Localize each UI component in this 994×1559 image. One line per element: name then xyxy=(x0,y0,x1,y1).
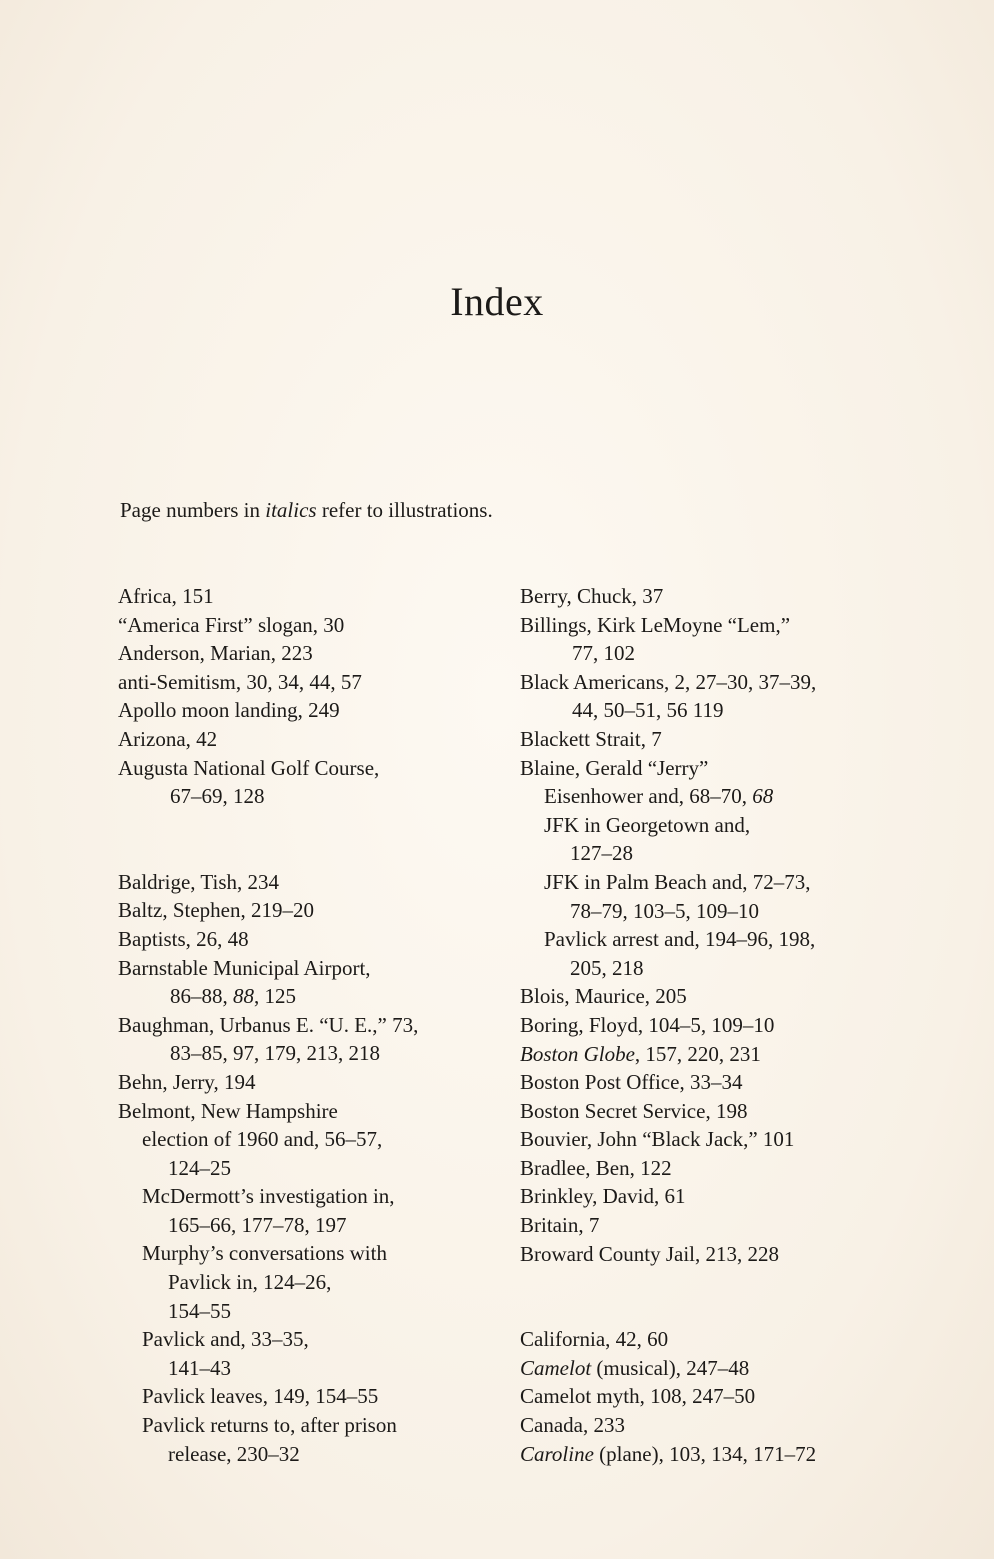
index-entry: Camelot myth, 108, 247–50 xyxy=(520,1384,756,1409)
index-entry: Boston Secret Service, 198 xyxy=(520,1098,748,1123)
index-entry: Berry, Chuck, 37 xyxy=(520,584,664,608)
index-entry-continuation: 83–85, 97, 179, 213, 218 xyxy=(170,1041,380,1066)
index-entry: “America First” slogan, 30 xyxy=(118,612,345,637)
page-title: Index xyxy=(450,279,544,324)
index-subentry: Pavlick leaves, 149, 154–55 xyxy=(142,1384,379,1409)
index-subentry: McDermott’s investigation in, xyxy=(142,1184,395,1209)
index-entry: Augusta National Golf Course, xyxy=(118,755,380,780)
index-entry xyxy=(520,1440,880,1469)
index-entry: Brinkley, David, 61 xyxy=(520,1184,686,1209)
index-column-left xyxy=(118,582,488,1468)
index-entry: Apollo moon landing, 249 xyxy=(118,698,340,723)
illustrations-note xyxy=(120,495,493,525)
index-entry: Black Americans, 2, 27–30, 37–39, xyxy=(520,669,817,694)
index-entry xyxy=(520,1354,880,1383)
entry-pages: (plane), 103, 134, 171–72 xyxy=(593,1441,817,1466)
index-entry: Barnstable Municipal Airport, xyxy=(118,955,371,980)
index-subentry: election of 1960 and, 56–57, xyxy=(142,1127,383,1152)
index-subentry xyxy=(520,782,880,811)
index-entry: Baptists, 26, 48 xyxy=(118,926,249,951)
index-entry: Blackett Strait, 7 xyxy=(520,726,662,751)
index-entry-continuation: 44, 50–51, 56 119 xyxy=(572,698,724,723)
index-entry-continuation xyxy=(118,982,488,1011)
entry-pages: (musical), 247–48 xyxy=(591,1355,750,1380)
entry-title-italic: Boston Globe xyxy=(520,1041,635,1066)
index-subentry: Pavlick arrest and, 194–96, 198, xyxy=(544,927,816,952)
entry-pages: , 157, 220, 231 xyxy=(634,1041,761,1066)
index-subentry-continuation: 127–28 xyxy=(570,841,633,866)
index-subentry: Pavlick returns to, after prison xyxy=(142,1413,397,1438)
entry-illustration-page: 68 xyxy=(752,784,774,809)
index-entry: Behn, Jerry, 194 xyxy=(118,1069,256,1094)
index-entry: Baltz, Stephen, 219–20 xyxy=(118,898,314,923)
letter-section-gap xyxy=(520,1268,880,1325)
index-entry xyxy=(520,1040,880,1069)
entry-title-italic: Camelot xyxy=(520,1355,592,1380)
index-subentry-continuation: 141–43 xyxy=(168,1355,231,1380)
letter-section-gap xyxy=(118,811,488,868)
index-subentry-continuation: 165–66, 177–78, 197 xyxy=(168,1212,347,1237)
index-subentry-continuation: release, 230–32 xyxy=(168,1441,300,1466)
index-subentry: Pavlick and, 33–35, xyxy=(142,1327,309,1352)
entry-pages: 86–88, xyxy=(170,984,233,1009)
index-entry-continuation: 67–69, 128 xyxy=(170,784,265,809)
index-entry: Arizona, 42 xyxy=(118,726,218,751)
index-subentry-continuation: Pavlick in, 124–26, xyxy=(168,1270,332,1295)
index-entry: Blois, Maurice, 205 xyxy=(520,984,687,1009)
index-entry: Baldrige, Tish, 234 xyxy=(118,869,280,894)
index-entry: Bouvier, John “Black Jack,” 101 xyxy=(520,1127,795,1152)
index-entry: Belmont, New Hampshire xyxy=(118,1098,338,1123)
index-entry: Africa, 151 xyxy=(118,584,214,608)
index-entry: Blaine, Gerald “Jerry” xyxy=(520,755,709,780)
index-entry: Baughman, Urbanus E. “U. E.,” 73, xyxy=(118,1012,419,1037)
index-entry: Anderson, Marian, 223 xyxy=(118,641,313,666)
index-column-right xyxy=(520,582,880,1468)
index-subentry-continuation: 78–79, 103–5, 109–10 xyxy=(570,898,759,923)
entry-pages-end: , 125 xyxy=(254,984,296,1009)
entry-title-italic: Caroline xyxy=(520,1441,594,1466)
note-italic-word: italics xyxy=(265,498,317,522)
index-entry: Billings, Kirk LeMoyne “Lem,” xyxy=(520,612,791,637)
index-subentry: Murphy’s conversations with xyxy=(142,1241,387,1266)
index-subentry: JFK in Palm Beach and, 72–73, xyxy=(544,869,811,894)
index-subentry-continuation: 124–25 xyxy=(168,1155,231,1180)
index-subentry: JFK in Georgetown and, xyxy=(544,812,751,837)
index-entry: Bradlee, Ben, 122 xyxy=(520,1155,672,1180)
index-entry-continuation: 77, 102 xyxy=(572,641,635,666)
entry-illustration-page: 88 xyxy=(233,984,254,1009)
subentry-text: Eisenhower and, 68–70, xyxy=(544,784,753,809)
index-entry: Boston Post Office, 33–34 xyxy=(520,1070,743,1095)
index-subentry-continuation: 154–55 xyxy=(168,1298,231,1323)
index-entry: Canada, 233 xyxy=(520,1413,625,1438)
note-text: Page numbers in xyxy=(120,498,266,522)
index-entry: Boring, Floyd, 104–5, 109–10 xyxy=(520,1012,775,1037)
index-entry: California, 42, 60 xyxy=(520,1327,669,1352)
index-entry: anti-Semitism, 30, 34, 44, 57 xyxy=(118,669,362,694)
index-subentry-continuation: 205, 218 xyxy=(570,955,644,980)
index-entry: Britain, 7 xyxy=(520,1213,600,1238)
note-text-end: refer to illustrations. xyxy=(316,498,493,522)
index-entry: Broward County Jail, 213, 228 xyxy=(520,1241,779,1266)
